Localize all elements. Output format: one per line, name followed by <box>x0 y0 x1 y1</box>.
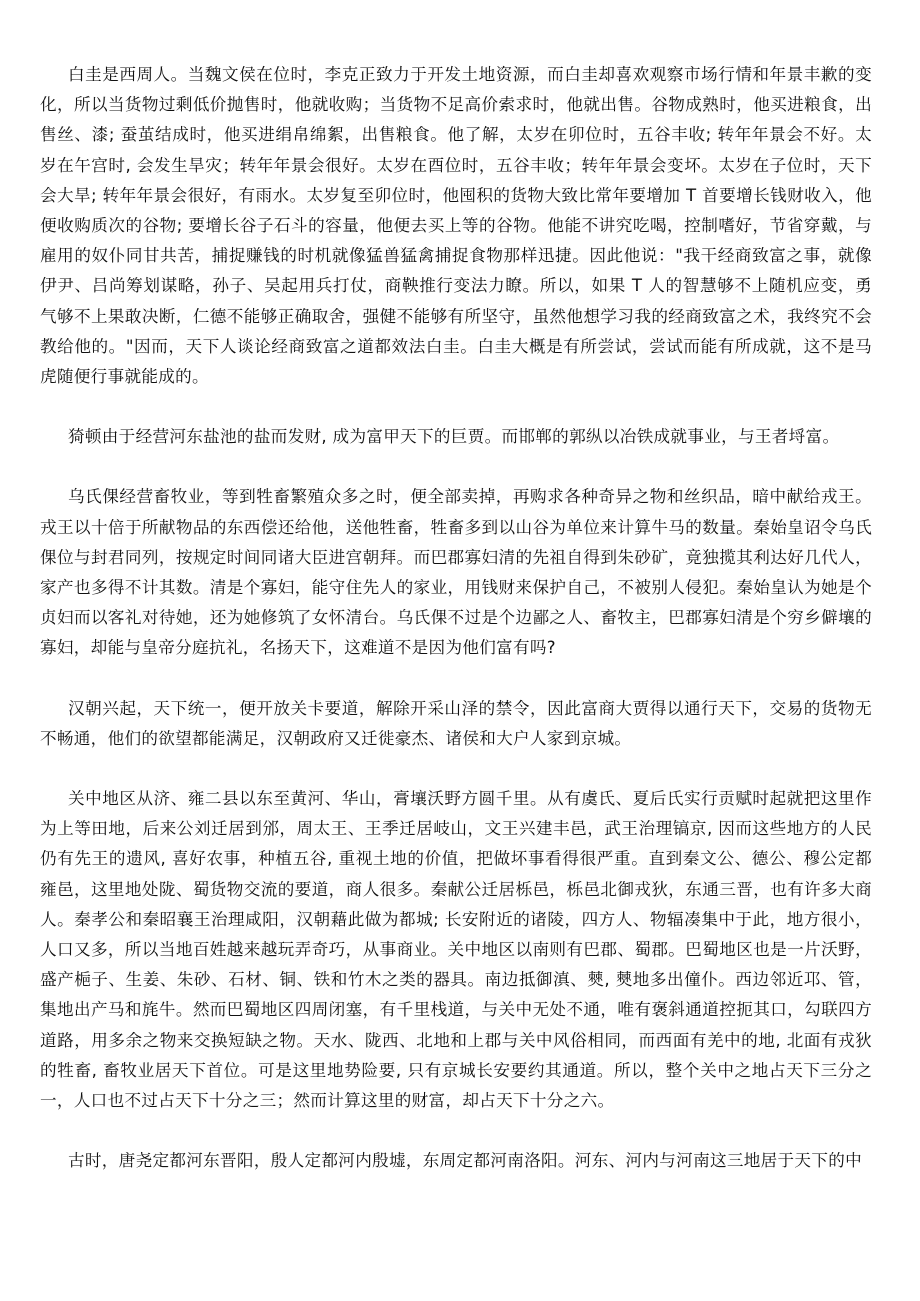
document-page <box>40 60 872 1207</box>
paragraph-wu-shi-luo: 乌氏倮经营畜牧业，等到牲畜繁殖众多之时，便全部卖掉，再购求各种奇异之物和丝织品，暗中献给戎王。戎王以十倍于所献物品的东西偿还给他，送他牲畜，牲畜多到以山谷为单位来计算牛马的数量。秦始皇诏令乌氏倮位与封君同列，按规定时间同诸大臣进宫朝拜。而巴郡寡妇清的先祖自得到朱砂矿，竟独揽其利达好几代人，家产也多得不计其数。清是个寡妇，能守住先人的家业，用钱财来保护自己，不被别人侵犯。秦始皇认为她是个贞妇而以客礼对待她，还为她修筑了女怀清台。乌氏倮不过是个边鄙之人、畜牧主，巴郡寡妇清是个穷乡僻壤的寡妇，却能与皇帝分庭抗礼，名扬天下，这难道不是因为他们富有吗? <box>40 487 872 658</box>
paragraph-yi-dun: 猗顿由于经营河东盐池的盐而发财, 成为富甲天下的巨贾。而邯郸的郭纵以冶铁成就事业，与王者埒富。 <box>68 427 840 447</box>
paragraph-guanzhong: 关中地区从济、雍二县以东至黄河、华山，膏壤沃野方圆千里。从有虞氏、夏后氏实行贡赋时起就把这里作为上等田地，后来公刘迁居到邠，周太王、王季迁居岐山，文王兴建丰邑，武王治理镐京, 因而这些地方的人民仍有先王的遗风, 喜好农事，种植五谷, 重视土地的价值，把做坏事看得很严重。直到秦文公、德公、穆公定都雍邑，这里地处陇、蜀货物交流的要道，商人很多。秦献公迁居栎邑，栎邑北御戎狄，东通三晋，也有许多大商人。秦孝公和秦昭襄王治理咸阳，汉朝藉此做为都城; 长安附近的诸陵，四方人、物辐凑集中于此，地方很小，人口又多，所以当地百姓越来越玩弄奇巧，从事商业。关中地区以南则有巴郡、蜀郡。巴蜀地区也是一片沃野，盛产梔子、生姜、朱砂、石材、铜、铁和竹木之类的器具。南边抵御滇、僰, 僰地多出僮仆。西边邻近邛、管，集地出产马和旄牛。然而巴蜀地区四周闭塞，有千里栈道，与关中无处不通，唯有褒斜通道控扼其口，勾联四方道路，用多余之物来交换短缺之物。天水、陇西、北地和上郡与关中风俗相同，而西面有羌中的地, 北面有戎狄的牲畜, 畜牧业居天下首位。可是这里地势险要, 只有京城长安要约其通道。所以，整个关中之地占天下三分之一，人口也不过占天下十分之三；然而计算这里的财富，却占天下十分之六。 <box>40 789 872 1111</box>
paragraph-han-dynasty: 汉朝兴起，天下统一，便开放关卡要道，解除开采山泽的禁令，因此富商大贾得以通行天下，交易的货物无不畅通，他们的欲望都能满足，汉朝政府又迁徙豪杰、诸侯和大户人家到京城。 <box>40 698 872 748</box>
paragraph-ancient-capitals: 古时，唐尧定都河东晋阳，殷人定都河内殷墟，东周定都河南洛阳。河东、河内与河南这三地居于天下的中 <box>68 1151 863 1171</box>
paragraph-bai-gui: 白圭是西周人。当魏文侯在位时，李克正致力于开发土地资源，而白圭却喜欢观察市场行情和年景丰歉的变化，所以当货物过剩低价抛售时，他就收购；当货物不足高价索求时，他就出售。谷物成熟时，他买进粮食，出售丝、漆; 蚕茧结成时，他买进绢帛绵絮，出售粮食。他了解，太岁在卯位时，五谷丰收; 转年年景会不好。太岁在午宫时, 会发生旱灾；转年年景会很好。太岁在酉位时，五谷丰收；转年年景会变坏。太岁在子位时，天下会大旱; 转年年景会很好，有雨水。太岁复至卯位时，他囤积的货物大致比常年要增加 T 首要增长钱财收入，他便收购质次的谷物; 要增长谷子石斗的容量，他便去买上等的谷物。他能不讲究吃喝，控制嗜好，节省穿戴，与雇用的奴仆同甘共苦，捕捉赚钱的时机就像猛兽猛禽捕捉食物那样迅捷。因此他说："我干经商致富之事，就像伊尹、吕尚筹划谋略，孙子、吴起用兵打仗，商鞅推行变法力瞭。所以，如果 T 人的智慧够不上随机应变，勇气够不上果敢决断，仁德不能够正确取舍，强健不能够有所坚守，虽然他想学习我的经商致富之术，我终究不会教给他的。"因而，天下人谈论经商致富之道都效法白圭。白圭大概是有所尝试，尝试而能有所成就，这不是马虎随便行事就能成的。 <box>40 65 872 387</box>
